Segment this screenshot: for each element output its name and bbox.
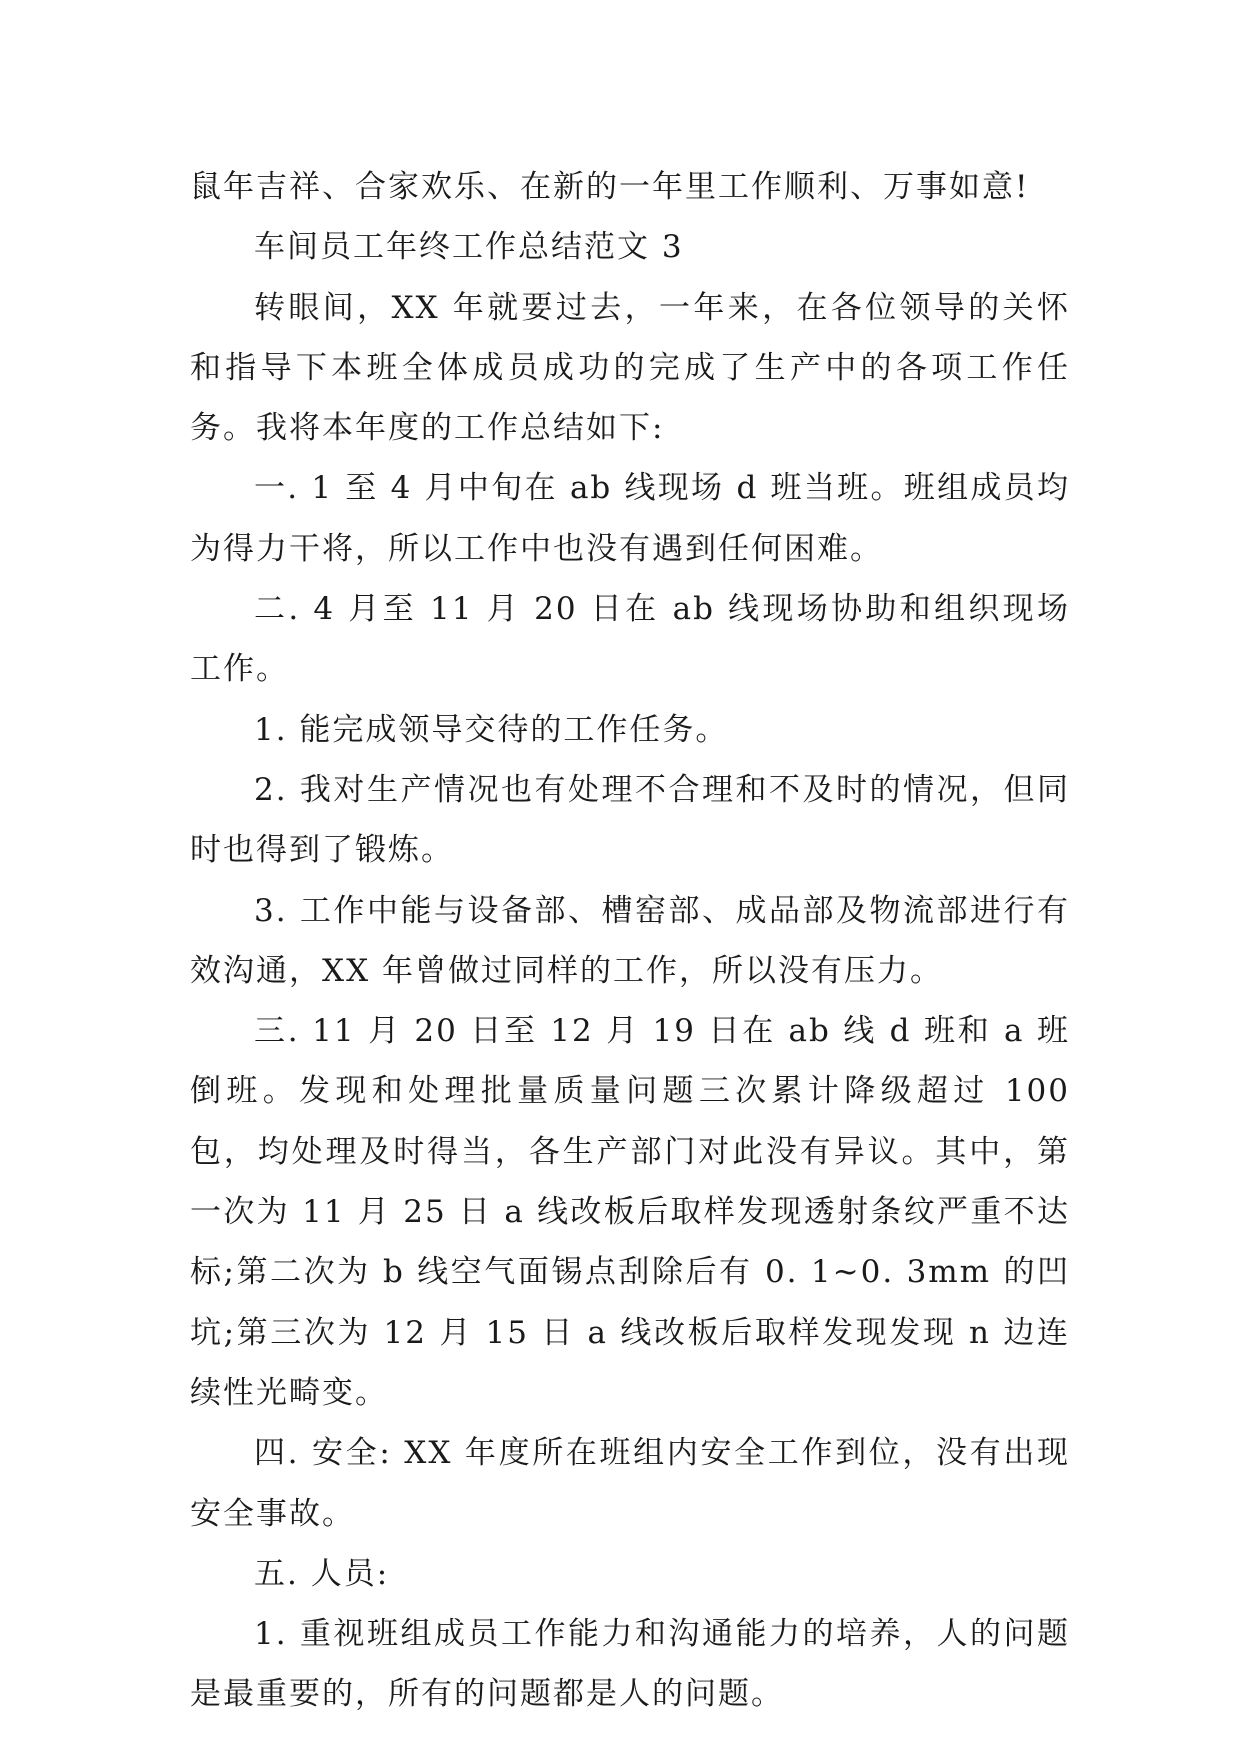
document-body	[190, 157, 1070, 1725]
item-one-paragraph: 一. 1 至 4 月中旬在 ab 线现场 d 班当班。班组成员均为得力干将，所以工作中也没有遇到任何困难。	[190, 470, 1070, 567]
item-five-sub-1: 1. 重视班组成员工作能力和沟通能力的培养，人的问题是最重要的，所有的问题都是人的问题。	[190, 1616, 1070, 1713]
item-two-sub-2: 2. 我对生产情况也有处理不合理和不及时的情况，但同时也得到了锻炼。	[190, 771, 1070, 869]
item-five-heading: 五. 人员:	[254, 1555, 390, 1592]
item-three-paragraph: 三. 11 月 20 日至 12 月 19 日在 ab 线 d 班和 a 班倒班。发现和处理批量质量问题三次累计降级超过 100 包，均处理及时得当，各生产部门对此没有异议。其中，第一次为 11 月 25 日 a 线改板后取样发现透射条纹严重不达标;第二次为 b 线空气面锡点刮除后有 0. 1~0. 3mm 的凹坑;第三次为 12 月 15 日 a 线改板后取样发现发现 n 边连续性光畸变。	[190, 1013, 1070, 1411]
closing-greeting-line: 鼠年吉祥、合家欢乐、在新的一年里工作顺利、万事如意!	[190, 169, 1030, 205]
item-two-sub-1: 1. 能完成领导交待的工作任务。	[254, 711, 729, 748]
item-two-sub-3: 3. 工作中能与设备部、槽窑部、成品部及物流部进行有效沟通，XX 年曾做过同样的工作，所以没有压力。	[190, 892, 1070, 989]
item-four-paragraph: 四. 安全: XX 年度所在班组内安全工作到位，没有出现安全事故。	[190, 1435, 1070, 1532]
item-two-paragraph: 二. 4 月至 11 月 20 日在 ab 线现场协助和组织现场工作。	[190, 591, 1070, 688]
section-title: 车间员工年终工作总结范文 3	[254, 229, 684, 266]
intro-paragraph: 转眼间，XX 年就要过去，一年来，在各位领导的关怀和指导下本班全体成员成功的完成了生产中的各项工作任务。我将本年度的工作总结如下:	[190, 289, 1070, 447]
